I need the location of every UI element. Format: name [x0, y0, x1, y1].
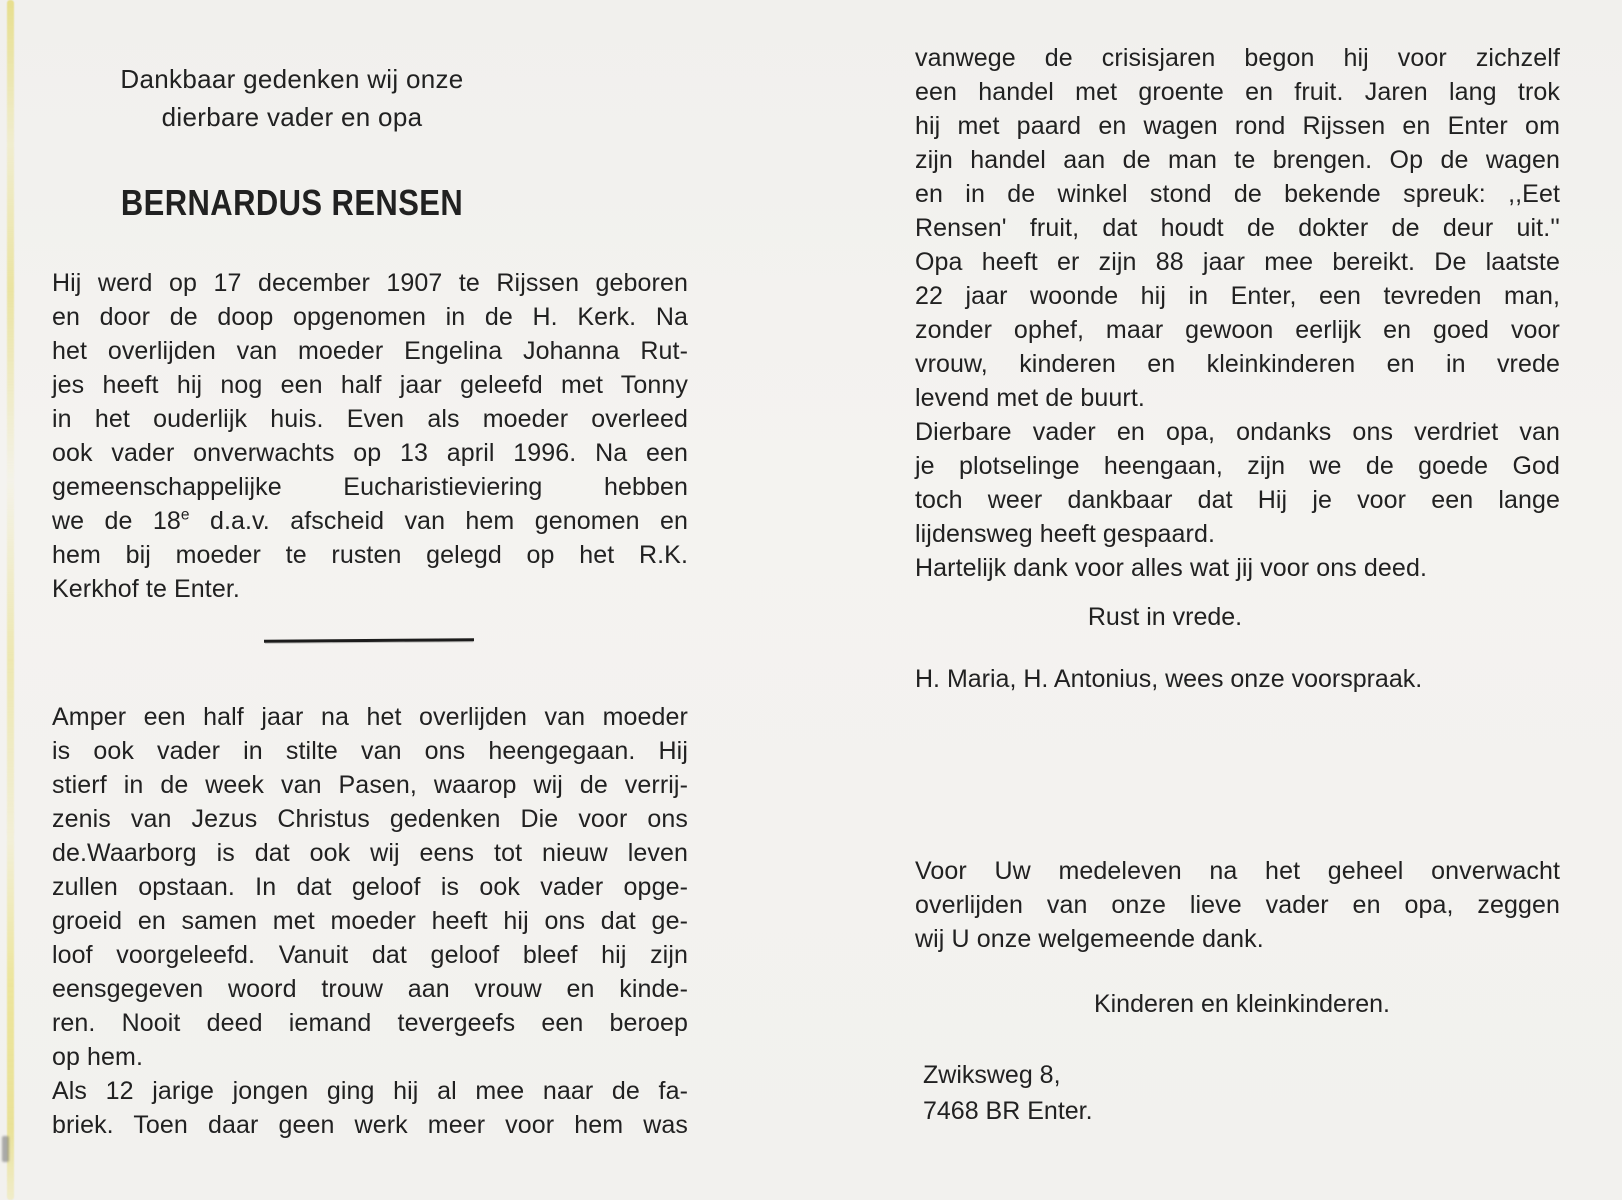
memorial-intro — [52, 60, 532, 136]
text-line: en door de doop opgenomen in de H. Kerk. Na — [52, 303, 688, 331]
text-line: zenis van Jezus Christus gedenken Die voor ons — [52, 805, 688, 833]
text-line: je plotselinge heengaan, zijn we de goede God — [915, 452, 1560, 480]
text-line: Dankbaar gedenken wij onze — [120, 64, 464, 94]
text-line: zijn handel aan de man te brengen. Op de wagen — [915, 146, 1560, 174]
text-line: een handel met groente en fruit. Jaren lang trok — [915, 78, 1560, 106]
text-line: vrouw, kinderen en kleinkinderen en in vrede — [915, 350, 1560, 378]
text-line: wij U onze welgemeende dank. — [915, 925, 1264, 953]
acknowledgement-paragraph — [915, 854, 1560, 956]
text-segment: d.a.v. afscheid van hem genomen en — [189, 507, 689, 535]
text-line: vanwege de crisisjaren begon hij voor zichzelf — [915, 44, 1560, 72]
address-line: Zwiksweg 8, — [923, 1061, 1061, 1089]
text-line: eensgegeven woord trouw aan vrouw en kinde- — [52, 975, 688, 1003]
text-line: gemeenschappelijke Eucharistieviering hebben — [52, 473, 688, 501]
text-line: Amper een half jaar na het overlijden van moeder — [52, 703, 688, 731]
text-line: en in de winkel stond de bekende spreuk: ,,Eet — [915, 180, 1560, 208]
reflection-paragraph — [52, 700, 688, 1142]
text-line: jes heeft hij nog een half jaar geleefd met Tonny — [52, 371, 688, 399]
address-line: 7468 BR Enter. — [923, 1097, 1093, 1125]
text-line: Dierbare vader en opa, ondanks ons verdriet van — [915, 418, 1560, 446]
text-line: zonder ophef, maar gewoon eerlijk en goed voor — [915, 316, 1560, 344]
text-line: de.Waarborg is dat ook wij eens tot nieuw leven — [52, 839, 688, 867]
text-line: op hem. — [52, 1043, 144, 1071]
text-line: lijdensweg heeft gespaard. — [915, 520, 1216, 548]
text-line: 22 jaar woonde hij in Enter, een tevreden man, — [915, 282, 1560, 310]
text-line: Kerkhof te Enter. — [52, 575, 240, 603]
text-line: hem bij moeder te rusten gelegd op het R.K. — [52, 541, 688, 569]
text-line: briek. Toen daar geen werk meer voor hem was — [52, 1111, 688, 1139]
deceased-name: BERNARDUS RENSEN — [120, 182, 464, 223]
text-line: ren. Nooit deed iemand tevergeefs een beroep — [52, 1009, 688, 1037]
text-line: het overlijden van moeder Engelina Johanna Rut- — [52, 337, 688, 365]
right-column — [915, 0, 1560, 1129]
continuation-paragraph — [915, 41, 1560, 585]
text-line: Hij werd op 17 december 1907 te Rijssen geboren — [52, 269, 688, 297]
text-line: zullen opstaan. In dat geloof is ook vader opge- — [52, 873, 688, 901]
signature-line: Kinderen en kleinkinderen. — [1093, 990, 1390, 1018]
biography-paragraph — [52, 266, 688, 606]
text-line: toch weer dankbaar dat Hij je voor een lange — [915, 486, 1560, 514]
text-line: Voor Uw medeleven na het geheel onverwacht — [915, 857, 1560, 885]
scan-edge-artifact — [7, 0, 14, 1200]
text-line: loof voorgeleefd. Vanuit dat geloof bleef hij zijn — [52, 941, 688, 969]
text-line: overlijden van onze lieve vader en opa, zeggen — [915, 891, 1560, 919]
text-line: groeid en samen met moeder heeft hij ons dat ge- — [52, 907, 688, 935]
rest-in-peace-line: Rust in vrede. — [1087, 603, 1243, 631]
text-line: Als 12 jarige jongen ging hij al mee naar de fa- — [52, 1077, 688, 1105]
section-divider — [264, 638, 474, 642]
text-line: is ook vader in stilte van ons heengegaan. Hij — [52, 737, 688, 765]
text-line: stierf in de week van Pasen, waarop wij de verrij- — [52, 771, 688, 799]
text-line: levend met de buurt. — [915, 384, 1145, 412]
text-line: Opa heeft er zijn 88 jaar mee bereikt. De laatste — [915, 248, 1560, 276]
text-line — [52, 504, 688, 538]
intercession-line: H. Maria, H. Antonius, wees onze voorspraak. — [915, 665, 1423, 693]
text-segment: we de 18 — [52, 507, 181, 535]
left-column — [52, 0, 688, 1142]
address-block — [923, 1057, 1560, 1129]
superscript-suffix: e — [180, 506, 190, 524]
text-line: dierbare vader en opa — [161, 102, 423, 132]
text-line: Rensen' fruit, dat houdt de dokter de deur uit.'' — [915, 214, 1560, 242]
text-line: Hartelijk dank voor alles wat jij voor ons deed. — [915, 554, 1427, 582]
text-line: in het ouderlijk huis. Even als moeder overleed — [52, 405, 688, 433]
scan-smudge-mark — [2, 1136, 9, 1162]
text-line: ook vader onverwachts op 13 april 1996. Na een — [52, 439, 688, 467]
text-line: hij met paard en wagen rond Rijssen en Enter om — [915, 112, 1560, 140]
